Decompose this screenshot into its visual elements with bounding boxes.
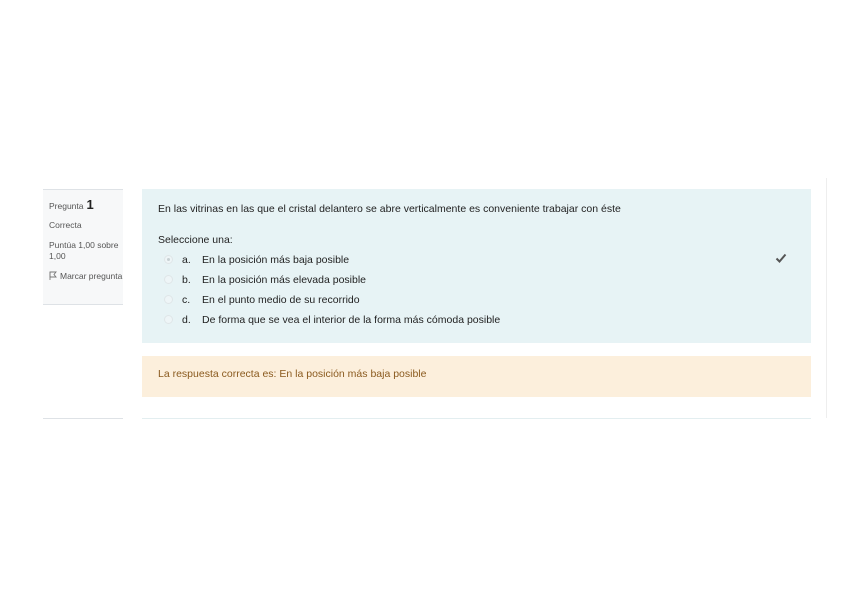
question-number-value: 1 bbox=[86, 197, 94, 212]
answer-letter: d. bbox=[182, 313, 191, 326]
answer-radio-d[interactable] bbox=[164, 315, 173, 324]
flag-icon bbox=[49, 271, 57, 283]
answer-option-d[interactable] bbox=[158, 312, 795, 327]
question-label: Pregunta bbox=[49, 201, 84, 211]
answer-option-b[interactable] bbox=[158, 272, 795, 287]
answer-option-c[interactable] bbox=[158, 292, 795, 307]
answer-letter: a. bbox=[182, 253, 191, 266]
question-info-panel bbox=[43, 189, 123, 305]
question-text: En las vitrinas en las que el cristal delantero se abre verticalmente es conveniente trabajar con éste bbox=[158, 203, 621, 215]
flag-question-label: Marcar pregunta bbox=[60, 271, 123, 281]
answer-option-a[interactable] bbox=[158, 252, 795, 267]
info-divider bbox=[43, 418, 123, 419]
right-answer-feedback bbox=[142, 356, 811, 397]
answer-letter: c. bbox=[182, 293, 191, 306]
answer-text: De forma que se vea el interior de la forma más cómoda posible bbox=[202, 313, 501, 326]
content-edge-divider bbox=[826, 178, 827, 418]
question-state: Correcta bbox=[49, 220, 82, 230]
question-grade: Puntúa 1,00 sobre 1,00 bbox=[49, 240, 119, 261]
answer-radio-b[interactable] bbox=[164, 275, 173, 284]
answer-radio-a[interactable] bbox=[164, 255, 173, 264]
question-divider bbox=[142, 418, 811, 419]
answer-text: En la posición más elevada posible bbox=[202, 273, 367, 286]
answer-text: En la posición más baja posible bbox=[202, 253, 350, 266]
check-icon bbox=[775, 252, 787, 264]
flag-question-link[interactable] bbox=[49, 271, 123, 283]
answer-text: En el punto medio de su recorrido bbox=[202, 293, 360, 306]
answer-prompt: Seleccione una: bbox=[158, 234, 233, 246]
right-answer-text: La respuesta correcta es: En la posición más baja posible bbox=[158, 368, 427, 380]
answer-letter: b. bbox=[182, 273, 191, 286]
question-formulation bbox=[142, 189, 811, 343]
answer-radio-c[interactable] bbox=[164, 295, 173, 304]
question-number bbox=[49, 197, 123, 212]
answer-list bbox=[158, 252, 795, 327]
